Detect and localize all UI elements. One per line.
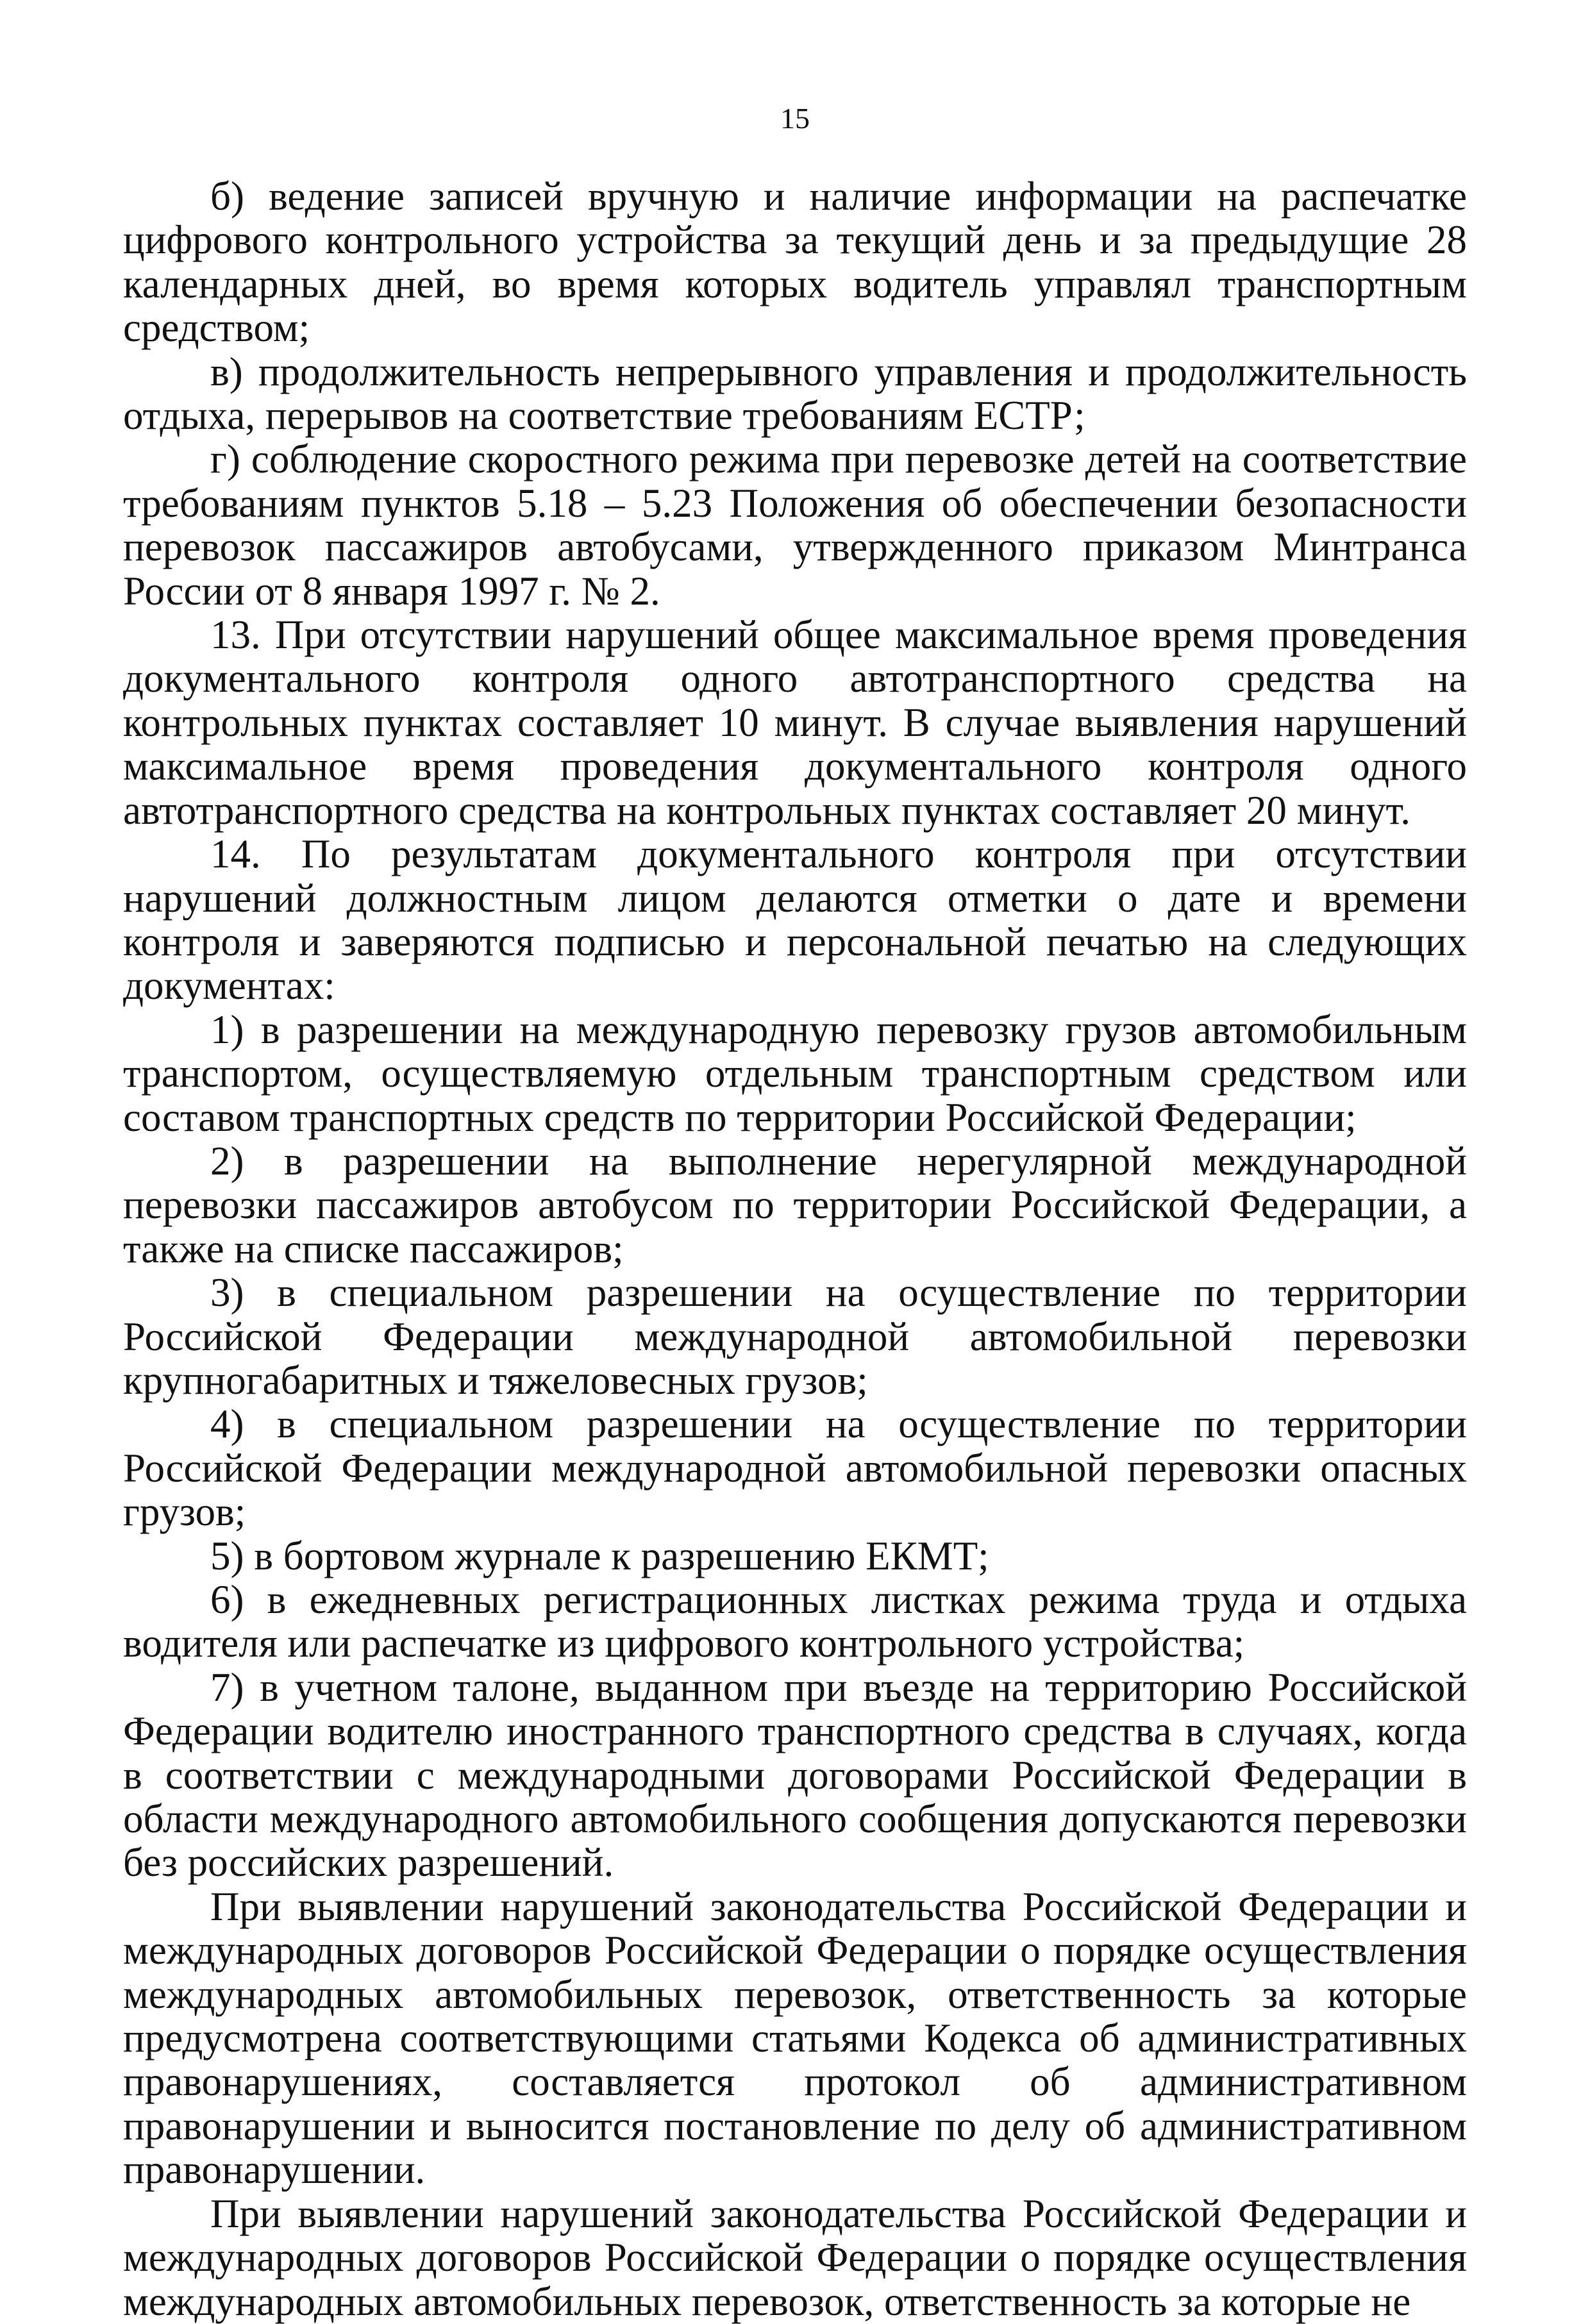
list-item-3-oversized-permit: 3) в специальном разрешении на осуществление по территории Российской Федерации международной автомобильной перевозки крупногабаритных и тяжеловесных грузов;: [123, 1270, 1467, 1403]
paragraph-14-control-results: 14. По результатам документального контроля при отсутствии нарушений должностным лицом делаются отметки о дате и времени контроля и заверяются подписью и персональной печатью на следующих документах:: [123, 832, 1467, 1008]
paragraph-b-records: б) ведение записей вручную и наличие информации на распечатке цифрового контрольного устройства за текущий день и за предыдущие 28 календарных дней, во время которых водитель управлял транспортным средством;: [123, 174, 1467, 351]
list-item-5-ecmt-logbook: 5) в бортовом журнале к разрешению ЕКМТ;: [210, 1533, 989, 1578]
list-item-1-cargo-permit: 1) в разрешении на международную перевозку грузов автомобильным транспортом, осуществляемую отдельным транспортным средством или составом транспортных средств по территории Российской Федерации;: [123, 1007, 1467, 1140]
paragraph-v-driving-time: в) продолжительность непрерывного управления и продолжительность отдыха, перерывов на соответствие требованиям ЕСТР;: [123, 349, 1467, 439]
paragraph-g-speed-mode: г) соблюдение скоростного режима при перевозке детей на соответствие требованиям пунктов 5.18 – 5.23 Положения об обеспечении безопасности перевозок пассажиров автобусами, утвержденного приказом Минтранса России от 8 января 1997 г. № 2.: [123, 437, 1467, 614]
list-item-2-passenger-permit: 2) в разрешении на выполнение нерегулярной международной перевозки пассажиров автобусом по территории Российской Федерации, а также на списке пассажиров;: [123, 1138, 1467, 1271]
list-item-4-dangerous-goods-permit: 4) в специальном разрешении на осуществление по территории Российской Федерации международной автомобильной перевозки опасных грузов;: [123, 1401, 1467, 1535]
page-number: 15: [780, 102, 810, 135]
list-item-6-daily-sheets: 6) в ежедневных регистрационных листках режима труда и отдыха водителя или распечатке из цифрового контрольного устройства;: [123, 1577, 1467, 1666]
paragraph-violation-no-liability: При выявлении нарушений законодательства Российской Федерации и международных договоров Российской Федерации о порядке осуществления международных автомобильных перевозок, ответственность за которые не: [123, 2191, 1467, 2324]
document-body: [123, 174, 1467, 2323]
paragraph-13-control-time: 13. При отсутствии нарушений общее максимальное время проведения документального контроля одного автотранспортного средства на контрольных пунктах составляет 10 минут. В случае выявления нарушений максимальное время проведения документального контроля одного автотранспортного средства на контрольных пунктах составляет 20 минут.: [123, 612, 1467, 833]
paragraph-violation-protocol: При выявлении нарушений законодательства Российской Федерации и международных договоров Российской Федерации о порядке осуществления международных автомобильных перевозок, ответственность за которые предусмотрена соответствующими статьями Кодекса об административных правонарушениях, составляется протокол об административном правонарушении и выносится постановление по делу об административном правонарушении.: [123, 1884, 1467, 2193]
list-item-7-entry-coupon: 7) в учетном талоне, выданном при въезде на территорию Российской Федерации водителю иностранного транспортного средства в случаях, когда в соответствии с международными договорами Российской Федерации в области международного автомобильного сообщения допускаются перевозки без российских разрешений.: [123, 1664, 1467, 1885]
